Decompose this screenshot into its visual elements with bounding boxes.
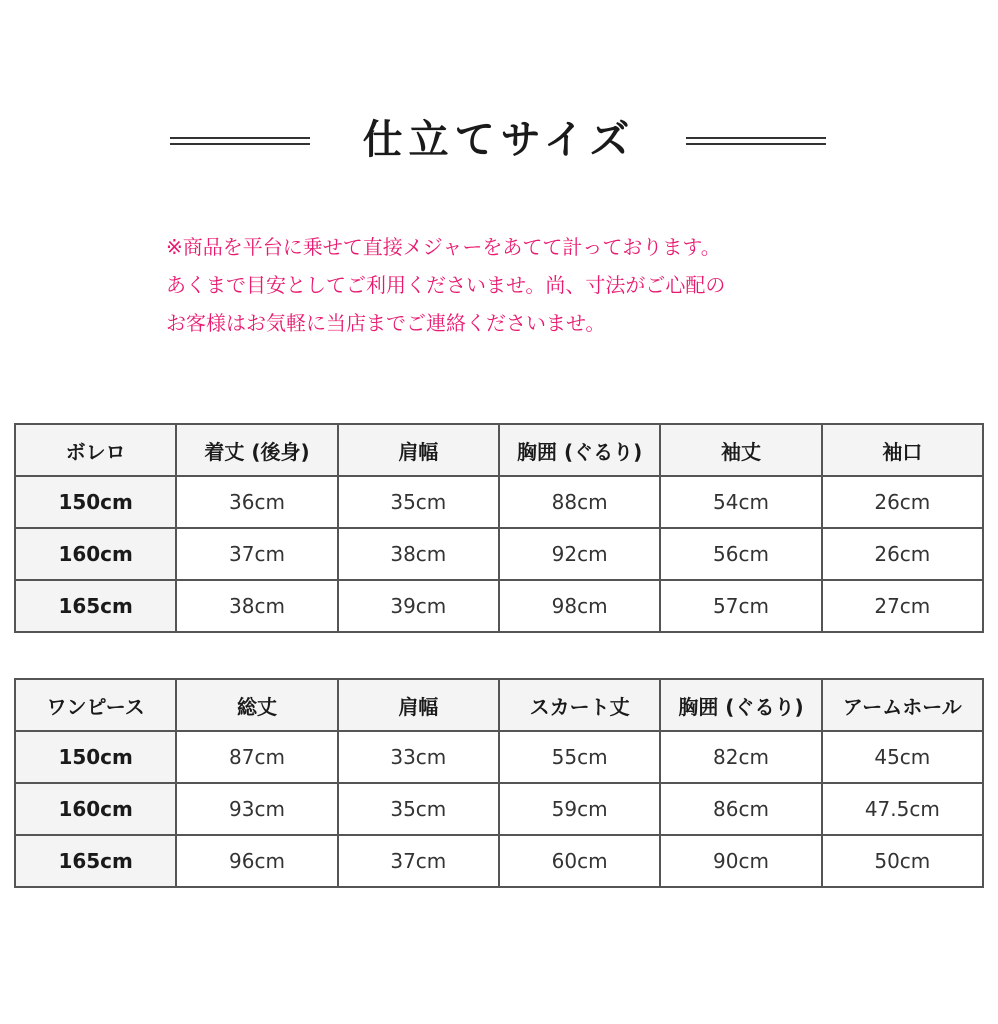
title-section (0, 108, 998, 172)
table-row (15, 476, 983, 528)
table-cell: 27cm (822, 580, 983, 632)
table-cell: 60cm (499, 835, 660, 887)
table-cell: 93cm (176, 783, 337, 835)
table-cell: 35cm (338, 783, 499, 835)
header-cell: 着丈 (後身) (176, 424, 337, 476)
table-cell: 36cm (176, 476, 337, 528)
table-cell: 98cm (499, 580, 660, 632)
table-cell: 47.5cm (822, 783, 983, 835)
header-cell: 袖丈 (660, 424, 821, 476)
size-cell: 165cm (15, 580, 176, 632)
table-cell: 35cm (338, 476, 499, 528)
table-cell: 39cm (338, 580, 499, 632)
size-cell: 160cm (15, 783, 176, 835)
measurement-notes (166, 228, 866, 342)
table-cell: 56cm (660, 528, 821, 580)
table-cell: 45cm (822, 731, 983, 783)
page-title: 仕立てサイズ (362, 117, 636, 163)
table-cell: 59cm (499, 783, 660, 835)
table-cell: 37cm (176, 528, 337, 580)
table-cell: 37cm (338, 835, 499, 887)
onepiece-size-table (14, 678, 984, 888)
table-header-row (15, 679, 983, 731)
size-cell: 150cm (15, 731, 176, 783)
title-divider-right (686, 137, 826, 145)
table-row (15, 528, 983, 580)
table-cell: 26cm (822, 476, 983, 528)
table-row (15, 731, 983, 783)
table-cell: 55cm (499, 731, 660, 783)
table-cell: 54cm (660, 476, 821, 528)
table-cell: 90cm (660, 835, 821, 887)
table-cell: 86cm (660, 783, 821, 835)
table-cell: 50cm (822, 835, 983, 887)
table-cell: 92cm (499, 528, 660, 580)
note-line: あくまで目安としてご利用くださいませ。尚、寸法がご心配の (166, 273, 726, 297)
note-line: お客様はお気軽に当店までご連絡くださいませ。 (166, 311, 606, 335)
size-cell: 165cm (15, 835, 176, 887)
header-cell: スカート丈 (499, 679, 660, 731)
table-row (15, 580, 983, 632)
header-cell: アームホール (822, 679, 983, 731)
table-row (15, 783, 983, 835)
header-cell: 胸囲 (ぐるり) (499, 424, 660, 476)
header-cell: 肩幅 (338, 424, 499, 476)
table-header-row (15, 424, 983, 476)
size-cell: 160cm (15, 528, 176, 580)
table-cell: 87cm (176, 731, 337, 783)
note-line: ※商品を平台に乗せて直接メジャーをあてて計っております。 (166, 235, 721, 259)
table-cell: 82cm (660, 731, 821, 783)
table-cell: 38cm (338, 528, 499, 580)
table-cell: 96cm (176, 835, 337, 887)
table-cell: 38cm (176, 580, 337, 632)
size-cell: 150cm (15, 476, 176, 528)
header-cell: ワンピース (15, 679, 176, 731)
table-cell: 57cm (660, 580, 821, 632)
header-cell: 総丈 (176, 679, 337, 731)
bolero-size-table (14, 423, 984, 633)
header-cell: 袖口 (822, 424, 983, 476)
header-cell: ボレロ (15, 424, 176, 476)
table-cell: 33cm (338, 731, 499, 783)
header-cell: 肩幅 (338, 679, 499, 731)
table-cell: 88cm (499, 476, 660, 528)
table-cell: 26cm (822, 528, 983, 580)
header-cell: 胸囲 (ぐるり) (660, 679, 821, 731)
table-row (15, 835, 983, 887)
